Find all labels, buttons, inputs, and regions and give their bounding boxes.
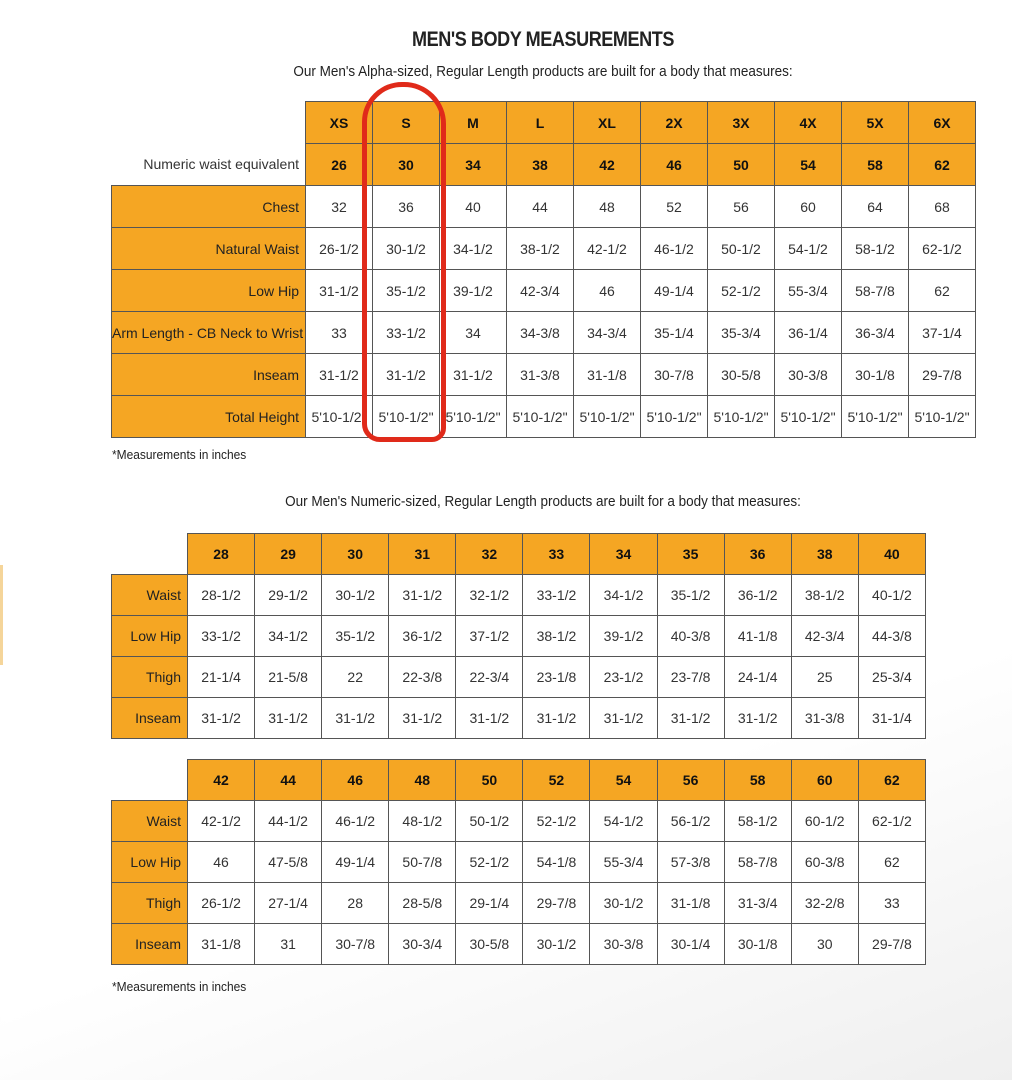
measurement-cell: 26-1/2: [188, 883, 255, 924]
size-header-cell: 56: [657, 760, 724, 801]
numeric-measurement-note: *Measurements in inches: [112, 979, 247, 994]
measurement-cell: 21-5/8: [255, 657, 322, 698]
measurement-cell: 50-1/2: [708, 228, 775, 270]
measurement-cell: 42-1/2: [188, 801, 255, 842]
size-header-cell: 30: [322, 534, 389, 575]
numeric-size-table-1: [111, 533, 926, 739]
measurement-cell: 46-1/2: [641, 228, 708, 270]
measurement-cell: 30-3/4: [389, 924, 456, 965]
row-label: Arm Length - CB Neck to Wrist: [112, 312, 306, 354]
measurement-cell: 36-3/4: [842, 312, 909, 354]
measurement-cell: 56-1/2: [657, 801, 724, 842]
measurement-cell: 31-1/2: [724, 698, 791, 739]
measurement-cell: 31-1/2: [188, 698, 255, 739]
measurement-cell: 28-1/2: [188, 575, 255, 616]
measurement-cell: 62: [909, 270, 976, 312]
numeric-waist-cell: 42: [574, 144, 641, 186]
size-header-cell: 36: [724, 534, 791, 575]
size-header-cell: 34: [590, 534, 657, 575]
measurement-cell: 5'10-1/2": [842, 396, 909, 438]
measurement-cell: 36-1/2: [389, 616, 456, 657]
measurement-cell: 30-3/8: [590, 924, 657, 965]
size-header-cell: 32: [456, 534, 523, 575]
alpha-measurement-note: *Measurements in inches: [112, 447, 247, 462]
measurement-cell: 42-1/2: [574, 228, 641, 270]
size-header-cell: 54: [590, 760, 657, 801]
measurement-cell: 5'10-1/2": [574, 396, 641, 438]
measurement-cell: 37-1/4: [909, 312, 976, 354]
measurement-cell: 40-1/2: [858, 575, 925, 616]
measurement-cell: 33-1/2: [373, 312, 440, 354]
size-header-cell: 44: [255, 760, 322, 801]
measurement-cell: 30-1/8: [724, 924, 791, 965]
measurement-cell: 38-1/2: [523, 616, 590, 657]
measurement-row: [112, 270, 976, 312]
measurement-cell: 25: [791, 657, 858, 698]
measurement-cell: 5'10-1/2": [775, 396, 842, 438]
measurement-cell: 31-1/2: [306, 270, 373, 312]
size-header-cell: 62: [858, 760, 925, 801]
measurement-row: [112, 801, 926, 842]
measurement-row: [112, 354, 976, 396]
measurement-cell: 34-1/2: [255, 616, 322, 657]
measurement-cell: 50-7/8: [389, 842, 456, 883]
size-header-cell: 48: [389, 760, 456, 801]
measurement-cell: 39-1/2: [440, 270, 507, 312]
measurement-cell: 48: [574, 186, 641, 228]
measurement-cell: 58-1/2: [842, 228, 909, 270]
measurement-row: [112, 924, 926, 965]
size-header-cell: 28: [188, 534, 255, 575]
measurement-cell: 58-7/8: [724, 842, 791, 883]
measurement-cell: 31-1/2: [456, 698, 523, 739]
measurement-cell: 31-1/8: [188, 924, 255, 965]
size-header-cell: 58: [724, 760, 791, 801]
size-s-highlight-circle: [362, 82, 446, 442]
measurement-cell: 34-3/8: [507, 312, 574, 354]
size-header-cell: 60: [791, 760, 858, 801]
measurement-cell: 31-1/8: [574, 354, 641, 396]
measurement-cell: 31: [255, 924, 322, 965]
measurement-row: [112, 312, 976, 354]
measurement-cell: 62-1/2: [909, 228, 976, 270]
measurement-cell: 32-2/8: [791, 883, 858, 924]
size-header-cell: XS: [306, 102, 373, 144]
measurement-cell: 33: [306, 312, 373, 354]
numeric-waist-cell: 34: [440, 144, 507, 186]
measurement-cell: 30-5/8: [456, 924, 523, 965]
numeric-waist-cell: 58: [842, 144, 909, 186]
measurement-cell: 34: [440, 312, 507, 354]
row-label: Total Height: [112, 396, 306, 438]
measurement-cell: 49-1/4: [641, 270, 708, 312]
measurement-cell: 52-1/2: [523, 801, 590, 842]
measurement-cell: 47-5/8: [255, 842, 322, 883]
row-label: Low Hip: [112, 270, 306, 312]
numeric-size-table-2: [111, 759, 926, 965]
size-header-cell: 4X: [775, 102, 842, 144]
measurement-cell: 31-1/4: [858, 698, 925, 739]
measurement-cell: 60-3/8: [791, 842, 858, 883]
measurement-cell: 32: [306, 186, 373, 228]
measurement-cell: 35-1/2: [373, 270, 440, 312]
measurement-cell: 28-5/8: [389, 883, 456, 924]
measurement-cell: 31-3/4: [724, 883, 791, 924]
measurement-cell: 58-7/8: [842, 270, 909, 312]
numeric-waist-cell: 30: [373, 144, 440, 186]
measurement-cell: 40: [440, 186, 507, 228]
size-header-cell: S: [373, 102, 440, 144]
measurement-cell: 41-1/8: [724, 616, 791, 657]
measurement-cell: 68: [909, 186, 976, 228]
size-header-cell: 40: [858, 534, 925, 575]
measurement-cell: 49-1/4: [322, 842, 389, 883]
size-header-cell: 3X: [708, 102, 775, 144]
measurement-cell: 62: [858, 842, 925, 883]
measurement-cell: 55-3/4: [775, 270, 842, 312]
measurement-cell: 26-1/2: [306, 228, 373, 270]
measurement-row: [112, 228, 976, 270]
size-header-cell: 52: [523, 760, 590, 801]
measurement-cell: 29-7/8: [909, 354, 976, 396]
measurement-cell: 38-1/2: [507, 228, 574, 270]
measurement-cell: 30-1/8: [842, 354, 909, 396]
measurement-cell: 23-1/2: [590, 657, 657, 698]
measurement-cell: 34-3/4: [574, 312, 641, 354]
measurement-row: [112, 657, 926, 698]
measurement-cell: 52: [641, 186, 708, 228]
measurement-cell: 5'10-1/2": [306, 396, 373, 438]
measurement-cell: 5'10-1/2": [373, 396, 440, 438]
measurement-cell: 5'10-1/2": [440, 396, 507, 438]
measurement-cell: 31-1/2: [389, 698, 456, 739]
size-header-row: [112, 760, 926, 801]
measurement-row: [112, 396, 976, 438]
size-header-cell: 5X: [842, 102, 909, 144]
sidebar-accent-mark: [0, 565, 3, 665]
measurement-cell: 31-1/2: [306, 354, 373, 396]
row-label: Inseam: [112, 354, 306, 396]
size-header-cell: 29: [255, 534, 322, 575]
numeric-waist-cell: 50: [708, 144, 775, 186]
measurement-cell: 31-1/2: [373, 354, 440, 396]
measurement-cell: 44-1/2: [255, 801, 322, 842]
measurement-cell: 35-1/2: [657, 575, 724, 616]
size-header-cell: M: [440, 102, 507, 144]
measurement-cell: 30-1/2: [322, 575, 389, 616]
measurement-cell: 62-1/2: [858, 801, 925, 842]
measurement-cell: 46: [574, 270, 641, 312]
measurement-row: [112, 698, 926, 739]
size-header-cell: 46: [322, 760, 389, 801]
measurement-cell: 21-1/4: [188, 657, 255, 698]
size-header-row: [112, 534, 926, 575]
measurement-cell: 54-1/2: [775, 228, 842, 270]
measurement-cell: 55-3/4: [590, 842, 657, 883]
measurement-cell: 39-1/2: [590, 616, 657, 657]
measurement-cell: 33: [858, 883, 925, 924]
numeric-waist-cell: 62: [909, 144, 976, 186]
measurement-cell: 5'10-1/2": [708, 396, 775, 438]
measurement-cell: 58-1/2: [724, 801, 791, 842]
measurement-cell: 35-1/4: [641, 312, 708, 354]
row-label: Chest: [112, 186, 306, 228]
row-label: Waist: [112, 575, 188, 616]
measurement-cell: 29-7/8: [858, 924, 925, 965]
numeric-waist-cell: 38: [507, 144, 574, 186]
measurement-cell: 24-1/4: [724, 657, 791, 698]
numeric-subtitle: Our Men's Numeric-sized, Regular Length products are built for a body that measures:: [285, 493, 801, 510]
measurement-cell: 64: [842, 186, 909, 228]
measurement-cell: 31-1/2: [322, 698, 389, 739]
measurement-cell: 28: [322, 883, 389, 924]
measurement-cell: 42-3/4: [791, 616, 858, 657]
measurement-cell: 44-3/8: [858, 616, 925, 657]
measurement-cell: 29-1/2: [255, 575, 322, 616]
size-header-cell: 33: [523, 534, 590, 575]
measurement-cell: 50-1/2: [456, 801, 523, 842]
corner-cell: [112, 102, 306, 144]
measurement-cell: 35-3/4: [708, 312, 775, 354]
measurement-cell: 42-3/4: [507, 270, 574, 312]
row-label: Waist: [112, 801, 188, 842]
measurement-cell: 34-1/2: [440, 228, 507, 270]
row-label: Inseam: [112, 698, 188, 739]
alpha-size-table: [111, 101, 976, 438]
measurement-cell: 29-1/4: [456, 883, 523, 924]
measurement-cell: 31-1/2: [523, 698, 590, 739]
row-label: Low Hip: [112, 616, 188, 657]
measurement-cell: 33-1/2: [523, 575, 590, 616]
size-header-cell: 2X: [641, 102, 708, 144]
page-title: MEN'S BODY MEASUREMENTS: [411, 28, 674, 51]
measurement-row: [112, 616, 926, 657]
measurement-cell: 31-1/8: [657, 883, 724, 924]
measurement-cell: 31-1/2: [590, 698, 657, 739]
measurement-cell: 22-3/4: [456, 657, 523, 698]
measurement-cell: 5'10-1/2": [641, 396, 708, 438]
measurement-cell: 36: [373, 186, 440, 228]
measurement-cell: 35-1/2: [322, 616, 389, 657]
measurement-cell: 30-3/8: [775, 354, 842, 396]
alpha-subtitle: Our Men's Alpha-sized, Regular Length products are built for a body that measures:: [293, 63, 793, 80]
measurement-cell: 56: [708, 186, 775, 228]
measurement-cell: 46: [188, 842, 255, 883]
row-label: Natural Waist: [112, 228, 306, 270]
size-header-row: [112, 102, 976, 144]
measurement-row: [112, 883, 926, 924]
measurement-row: [112, 575, 926, 616]
size-header-cell: 42: [188, 760, 255, 801]
measurement-cell: 52-1/2: [708, 270, 775, 312]
numeric-waist-cell: 26: [306, 144, 373, 186]
measurement-cell: 60-1/2: [791, 801, 858, 842]
row-label: Thigh: [112, 657, 188, 698]
measurement-cell: 31-1/2: [657, 698, 724, 739]
measurement-cell: 30-7/8: [641, 354, 708, 396]
measurement-cell: 40-3/8: [657, 616, 724, 657]
measurement-cell: 38-1/2: [791, 575, 858, 616]
measurement-cell: 32-1/2: [456, 575, 523, 616]
measurement-cell: 46-1/2: [322, 801, 389, 842]
measurement-cell: 30-1/2: [373, 228, 440, 270]
measurement-cell: 5'10-1/2": [507, 396, 574, 438]
size-header-cell: L: [507, 102, 574, 144]
measurement-cell: 36-1/2: [724, 575, 791, 616]
size-header-cell: 31: [389, 534, 456, 575]
measurement-cell: 54-1/8: [523, 842, 590, 883]
measurement-cell: 30: [791, 924, 858, 965]
size-header-cell: 35: [657, 534, 724, 575]
measurement-cell: 31-1/2: [255, 698, 322, 739]
measurement-cell: 52-1/2: [456, 842, 523, 883]
measurement-row: [112, 842, 926, 883]
corner-cell: [112, 534, 188, 575]
measurement-cell: 34-1/2: [590, 575, 657, 616]
measurement-cell: 25-3/4: [858, 657, 925, 698]
row-label: Inseam: [112, 924, 188, 965]
measurement-cell: 33-1/2: [188, 616, 255, 657]
measurement-cell: 48-1/2: [389, 801, 456, 842]
measurement-cell: 31-3/8: [791, 698, 858, 739]
measurement-cell: 30-5/8: [708, 354, 775, 396]
measurement-cell: 22: [322, 657, 389, 698]
size-header-cell: XL: [574, 102, 641, 144]
measurement-cell: 54-1/2: [590, 801, 657, 842]
measurement-cell: 31-3/8: [507, 354, 574, 396]
row-label: Low Hip: [112, 842, 188, 883]
measurement-cell: 5'10-1/2": [909, 396, 976, 438]
measurement-cell: 44: [507, 186, 574, 228]
numeric-waist-label: Numeric waist equivalent: [143, 156, 299, 173]
numeric-waist-row: [112, 144, 976, 186]
measurement-cell: 27-1/4: [255, 883, 322, 924]
corner-cell: [112, 760, 188, 801]
measurement-cell: 30-1/2: [523, 924, 590, 965]
measurement-cell: 23-7/8: [657, 657, 724, 698]
measurement-cell: 36-1/4: [775, 312, 842, 354]
measurement-cell: 22-3/8: [389, 657, 456, 698]
measurement-cell: 31-1/2: [389, 575, 456, 616]
measurement-cell: 29-7/8: [523, 883, 590, 924]
measurement-cell: 57-3/8: [657, 842, 724, 883]
size-header-cell: 38: [791, 534, 858, 575]
size-header-cell: 6X: [909, 102, 976, 144]
numeric-waist-cell: 46: [641, 144, 708, 186]
measurement-row: [112, 186, 976, 228]
numeric-waist-cell: 54: [775, 144, 842, 186]
measurement-cell: 23-1/8: [523, 657, 590, 698]
measurement-cell: 60: [775, 186, 842, 228]
size-header-cell: 50: [456, 760, 523, 801]
row-label: Thigh: [112, 883, 188, 924]
measurement-cell: 30-7/8: [322, 924, 389, 965]
measurement-cell: 30-1/4: [657, 924, 724, 965]
measurement-cell: 30-1/2: [590, 883, 657, 924]
measurement-cell: 31-1/2: [440, 354, 507, 396]
measurement-cell: 37-1/2: [456, 616, 523, 657]
